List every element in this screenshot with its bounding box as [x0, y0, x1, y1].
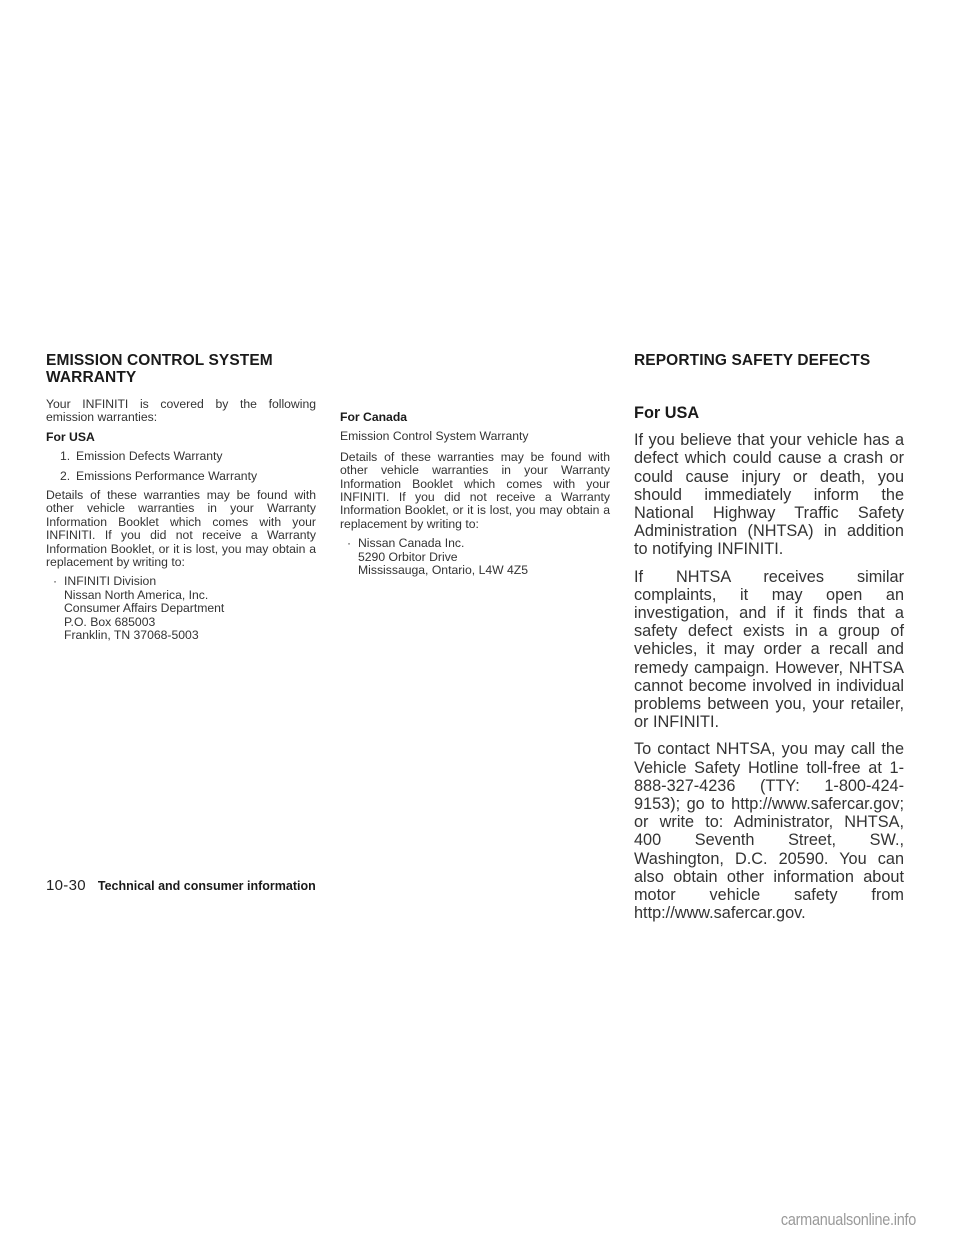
column-canada-warranty [340, 411, 610, 583]
canada-details-paragraph: Details of these warranties may be found with other vehicle warranties in your Warranty Information Booklet which comes with your INFINITI. If you did not receive a Warranty Information Booklet, or it is lost, you may obtain a replacement by writing to: [340, 449, 610, 531]
usa-details-paragraph: Details of these warranties may be found with other vehicle warranties in your Warranty Information Booklet which comes with your INFINITI. If you did not receive a Warranty Information Booklet, or it is lost, you may obtain a replacement by writing to: [46, 488, 316, 570]
column-safety-defects [634, 404, 904, 931]
safety-paragraph: If you believe that your vehicle has a defect which could cause a crash or could cause injury or death, you should immediately inform the National Highway Traffic Safety Administration (NHTSA) in addition to notifying INFINITI. [634, 431, 904, 559]
address-line: INFINITI Division [64, 574, 157, 589]
usa-warranty-list [46, 450, 316, 483]
address-line: Franklin, TN 37068-5003 [64, 628, 199, 643]
warranty-list-item: 2. Emissions Performance Warranty [60, 468, 258, 483]
emission-warranty-heading [46, 352, 273, 386]
watermark: carmanualsonline.info [780, 1210, 916, 1229]
address-line: P.O. Box 685003 [64, 614, 156, 629]
chapter-title: Technical and consumer information [97, 879, 316, 893]
safety-usa-subheading: For USA [634, 404, 700, 422]
usa-subheading: For USA [46, 429, 95, 444]
address-line: Nissan North America, Inc. [64, 587, 209, 602]
safety-paragraph: If NHTSA receives similar complaints, it may open an investigation, and if it finds that a safety defect exists in a group of vehicles, it may order a recall and remedy campaign. However, NHTSA cannot become involved in individual problems between you, your retailer, or INFINITI. [634, 567, 904, 732]
address-line: Consumer Affairs Department [64, 601, 225, 616]
safety-defects-heading: REPORTING SAFETY DEFECTS [634, 352, 871, 369]
canada-warranty-name: Emission Control System Warranty [340, 429, 529, 444]
address-line: Mississauga, Ontario, L4W 4Z5 [358, 563, 529, 578]
address-line: Nissan Canada Inc. [358, 536, 465, 551]
intro-paragraph: Your INFINITI is covered by the following emission warranties: [46, 397, 316, 425]
warranty-list-item: 1. Emission Defects Warranty [60, 449, 223, 464]
page-footer [46, 877, 316, 894]
usa-mailing-address [46, 575, 316, 642]
bullet-icon: · [53, 574, 58, 589]
heading-line-1: EMISSION CONTROL SYSTEM [46, 352, 273, 369]
bullet-icon: · [347, 536, 352, 551]
safety-paragraph: To contact NHTSA, you may call the Vehicle Safety Hotline toll-free at 1-888-327-4236 (TTY: 1-800-424-9153); go to http://www.safercar.gov; or write to: Administrator, NHTSA, 400 Seventh Street, SW., Washington, D.C. 20590. You can also obtain other information about motor vehicle safety from http://www.safercar.gov. [634, 740, 904, 923]
page-number: 10-30 [46, 877, 86, 894]
column-usa-warranty [46, 398, 316, 649]
canada-mailing-address [340, 537, 610, 577]
heading-line-2: WARRANTY [46, 369, 137, 386]
canada-subheading: For Canada [340, 410, 408, 424]
address-line: 5290 Orbitor Drive [358, 549, 458, 564]
